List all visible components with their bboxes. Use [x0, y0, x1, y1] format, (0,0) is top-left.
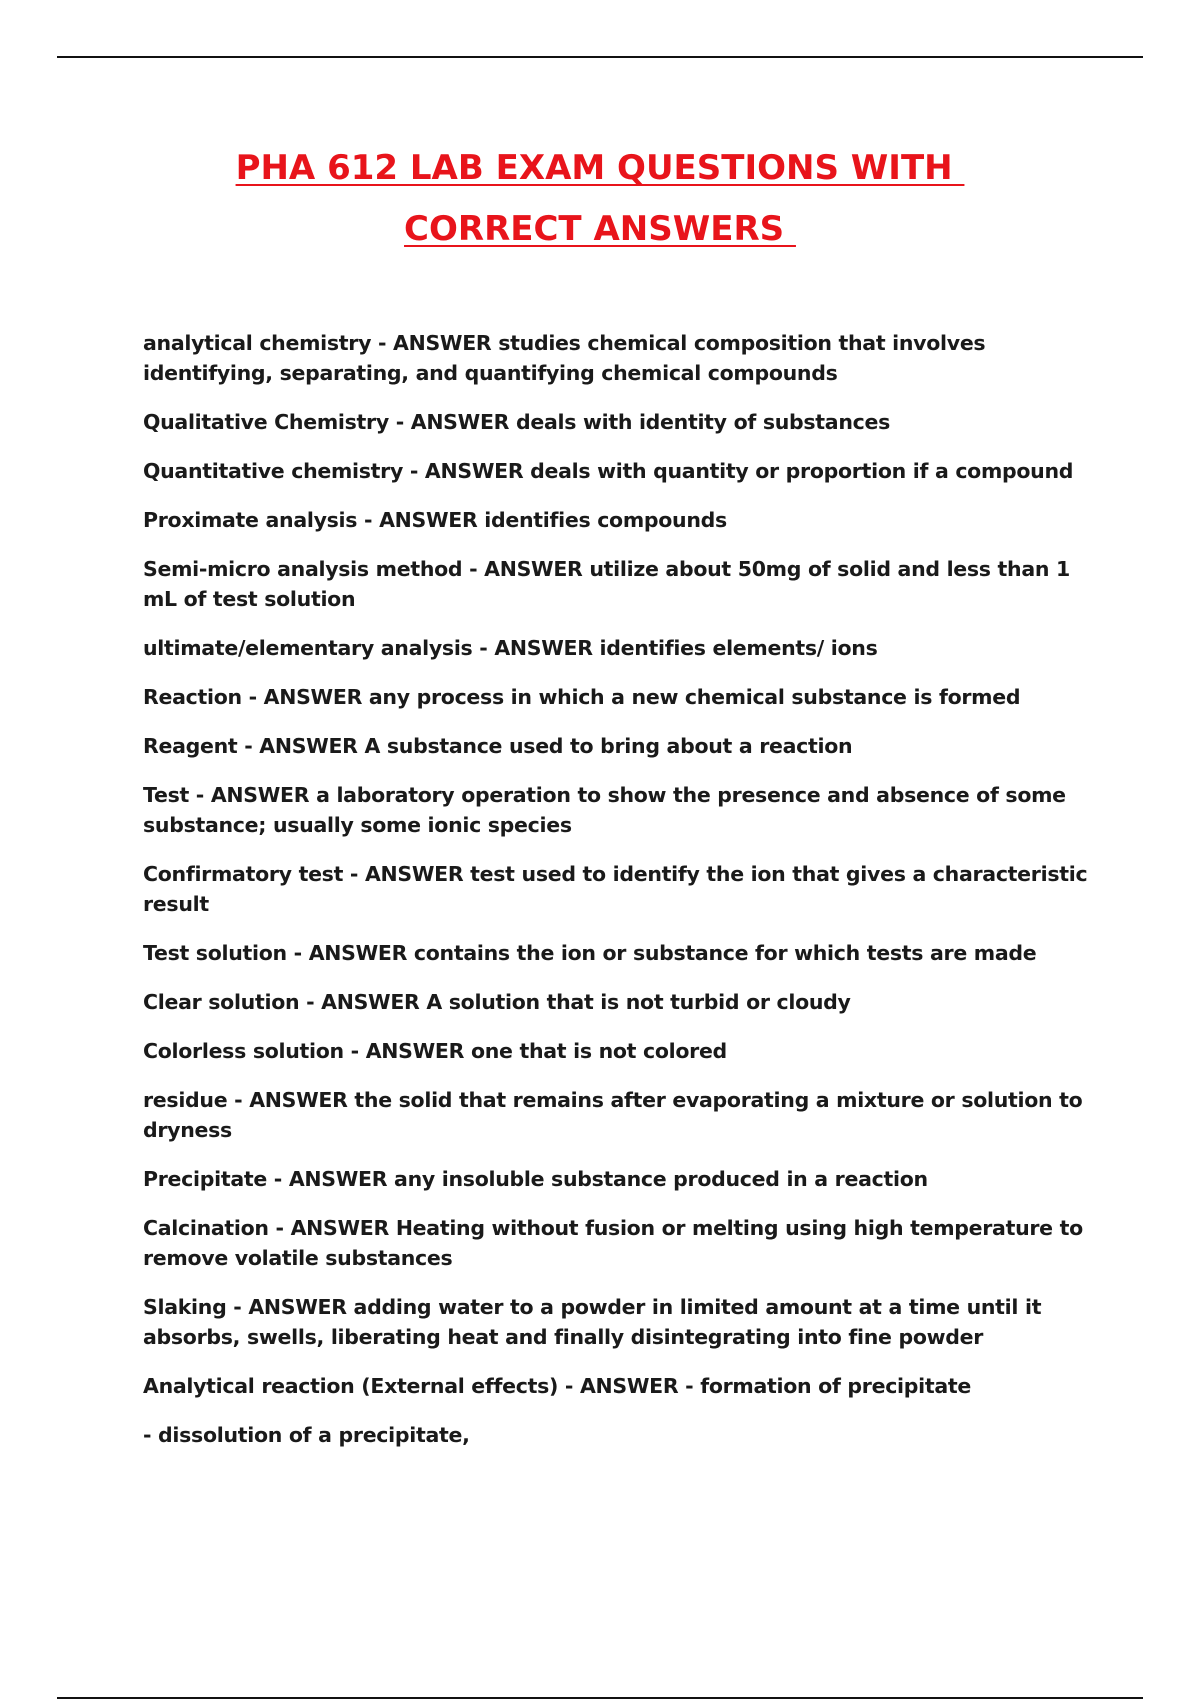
qa-entry: Qualitative Chemistry - ANSWER deals with identity of substances [143, 410, 890, 434]
qa-entry: Clear solution - ANSWER A solution that is not turbid or cloudy [143, 990, 851, 1014]
qa-entry: Analytical reaction (External effects) - ANSWER - formation of precipitate [143, 1374, 972, 1398]
qa-entry: Quantitative chemistry - ANSWER deals with quantity or proportion if a compound [143, 459, 1074, 483]
qa-entry: Precipitate - ANSWER any insoluble substance produced in a reaction [143, 1167, 928, 1191]
title-line-2: CORRECT ANSWERS [404, 209, 796, 249]
title-line-1: PHA 612 LAB EXAM QUESTIONS WITH [235, 148, 965, 188]
qa-entry: Reagent - ANSWER A substance used to bring about a reaction [143, 734, 853, 758]
qa-list [143, 328, 1088, 1469]
bottom-rule [57, 1697, 1143, 1699]
qa-entry: Semi-micro analysis method - ANSWER utilize about 50mg of solid and less than 1 mL of test solution [143, 557, 1070, 611]
qa-entry: Test - ANSWER a laboratory operation to show the presence and absence of some substance; usually some ionic species [143, 783, 1066, 837]
qa-entry: ultimate/elementary analysis - ANSWER identifies elements/ ions [143, 636, 878, 660]
qa-entry: analytical chemistry - ANSWER studies chemical composition that involves identifying, separating, and quantifying chemical compounds [143, 331, 986, 385]
top-rule [57, 56, 1143, 58]
qa-entry: Calcination - ANSWER Heating without fusion or melting using high temperature to remove volatile substances [143, 1216, 1083, 1270]
qa-entry: Confirmatory test - ANSWER test used to identify the ion that gives a characteristic result [143, 862, 1088, 916]
document-title [0, 138, 1200, 260]
qa-entry: Colorless solution - ANSWER one that is not colored [143, 1039, 727, 1063]
qa-entry: Proximate analysis - ANSWER identifies compounds [143, 508, 727, 532]
qa-entry: - dissolution of a precipitate, [143, 1423, 470, 1447]
qa-entry: Reaction - ANSWER any process in which a new chemical substance is formed [143, 685, 1021, 709]
qa-entry: Slaking - ANSWER adding water to a powder in limited amount at a time until it absorbs, swells, liberating heat and finally disintegrating into fine powder [143, 1295, 1042, 1349]
qa-entry: residue - ANSWER the solid that remains after evaporating a mixture or solution to dryness [143, 1088, 1083, 1142]
qa-entry: Test solution - ANSWER contains the ion or substance for which tests are made [143, 941, 1037, 965]
